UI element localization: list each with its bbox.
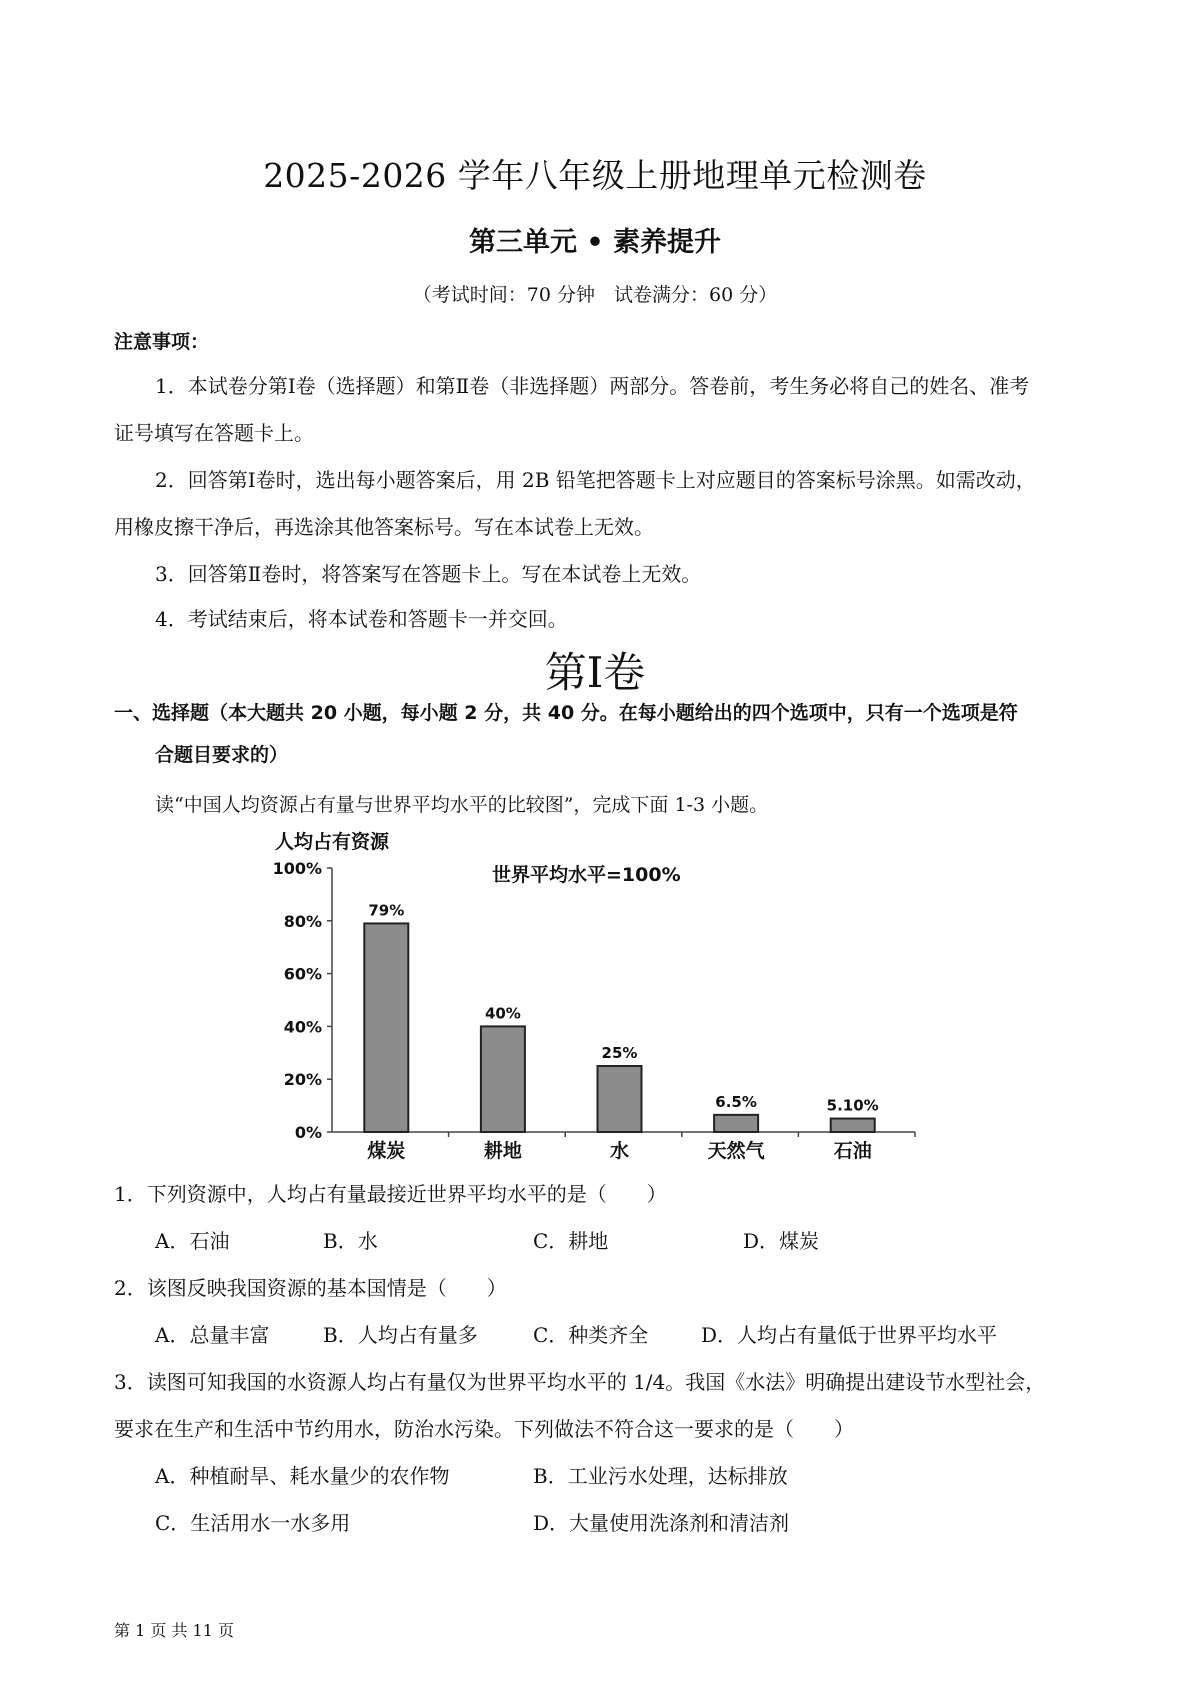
chart-data-label: 40% xyxy=(484,1004,521,1023)
q2-option-c: C．种类齐全 xyxy=(533,1323,649,1347)
chart-bar xyxy=(714,1115,758,1132)
question-2: 2．该图反映我国资源的基本国情是（ ） xyxy=(114,1276,507,1300)
chart-category-label: 耕地 xyxy=(483,1140,522,1162)
chart-y-tick-label: 40% xyxy=(283,1017,322,1037)
q2-option-a: A．总量丰富 xyxy=(155,1323,270,1347)
exam-info: （考试时间：70 分钟 试卷满分：60 分） xyxy=(412,284,778,306)
q1-option-c: C．耕地 xyxy=(533,1229,609,1253)
q2-option-d: D．人均占有量低于世界平均水平 xyxy=(701,1323,998,1347)
exam-title: 2025-2026 学年八年级上册地理单元检测卷 xyxy=(263,156,927,195)
chart-y-tick-label: 100% xyxy=(272,859,322,878)
chart-ylabel: 人均占有资源 xyxy=(275,831,390,853)
notice-heading: 注意事项： xyxy=(114,331,210,353)
q3-option-c: C．生活用水一水多用 xyxy=(155,1511,351,1535)
chart-data-label: 25% xyxy=(601,1044,638,1062)
section-heading-line1: 一、选择题（本大题共 20 小题，每小题 2 分，共 40 分。在每小题给出的四个选项中，只有一个选项是符 xyxy=(114,702,1018,724)
notice-line-2: 2．回答第Ⅰ卷时，选出每小题答案后，用 2B 铅笔把答题卡上对应题目的答案标号涂黑。如需改动， xyxy=(155,468,1036,492)
chart-category-label: 煤炭 xyxy=(367,1140,406,1162)
page-footer: 第 1 页 共 11 页 xyxy=(114,1621,234,1640)
q1-option-d: D．煤炭 xyxy=(743,1229,820,1253)
notice-line-1: 1．本试卷分第Ⅰ卷（选择题）和第Ⅱ卷（非选择题）两部分。答卷前，考生务必将自己的姓名、准考 xyxy=(155,374,1030,398)
section-heading-line2: 合题目要求的） xyxy=(155,744,289,766)
question-3-line1: 3．读图可知我国的水资源人均占有量仅为世界平均水平的 1/4。我国《水法》明确提出建设节水型社会， xyxy=(114,1370,1046,1394)
chart-bar xyxy=(831,1119,875,1132)
chart-y-tick-label: 80% xyxy=(283,911,322,931)
chart-data-label: 79% xyxy=(368,901,405,920)
notice-line-4: 4．考试结束后，将本试卷和答题卡一并交回。 xyxy=(155,607,568,631)
resource-bar-chart xyxy=(260,825,920,1165)
q3-option-d: D．大量使用洗涤剂和清洁剂 xyxy=(533,1511,790,1535)
q2-option-b: B．人均占有量多 xyxy=(323,1323,478,1347)
q3-option-a: A．种植耐旱、耗水量少的农作物 xyxy=(155,1464,450,1488)
notice-line-2-cont: 用橡皮擦干净后，再选涂其他答案标号。写在本试卷上无效。 xyxy=(114,515,654,539)
chart-category-label: 石油 xyxy=(833,1140,872,1162)
q3-option-b: B．工业污水处理，达标排放 xyxy=(533,1464,788,1488)
chart-bar xyxy=(598,1066,642,1132)
chart-data-label: 6.5% xyxy=(715,1092,757,1111)
question-1: 1．下列资源中，人均占有量最接近世界平均水平的是（ ） xyxy=(114,1182,667,1206)
chart-title: 世界平均水平=100% xyxy=(492,864,681,886)
chart-bar xyxy=(481,1026,525,1132)
notice-line-3: 3．回答第Ⅱ卷时，将答案写在答题卡上。写在本试卷上无效。 xyxy=(155,562,702,586)
chart-bars xyxy=(364,923,874,1132)
chart-y-tick-label: 60% xyxy=(283,964,322,984)
chart-bar xyxy=(364,923,408,1132)
read-prompt: 读“中国人均资源占有量与世界平均水平的比较图”，完成下面 1-3 小题。 xyxy=(155,794,769,816)
notice-line-1-cont: 证号填写在答题卡上。 xyxy=(114,421,314,445)
chart-category-label: 水 xyxy=(609,1140,630,1162)
chart-data-label: 5.10% xyxy=(826,1096,879,1115)
chart-y-tick-label: 0% xyxy=(294,1123,322,1142)
exam-subtitle: 第三单元 • 素养提升 xyxy=(468,227,722,258)
volume-title: 第Ⅰ卷 xyxy=(544,648,646,697)
q1-option-b: B．水 xyxy=(323,1229,378,1253)
question-3-line2: 要求在生产和生活中节约用水，防治水污染。下列做法不符合这一要求的是（ ） xyxy=(114,1417,854,1441)
chart-category-label: 天然气 xyxy=(707,1140,765,1162)
q1-option-a: A．石油 xyxy=(155,1229,230,1253)
chart-y-tick-label: 20% xyxy=(283,1070,322,1090)
